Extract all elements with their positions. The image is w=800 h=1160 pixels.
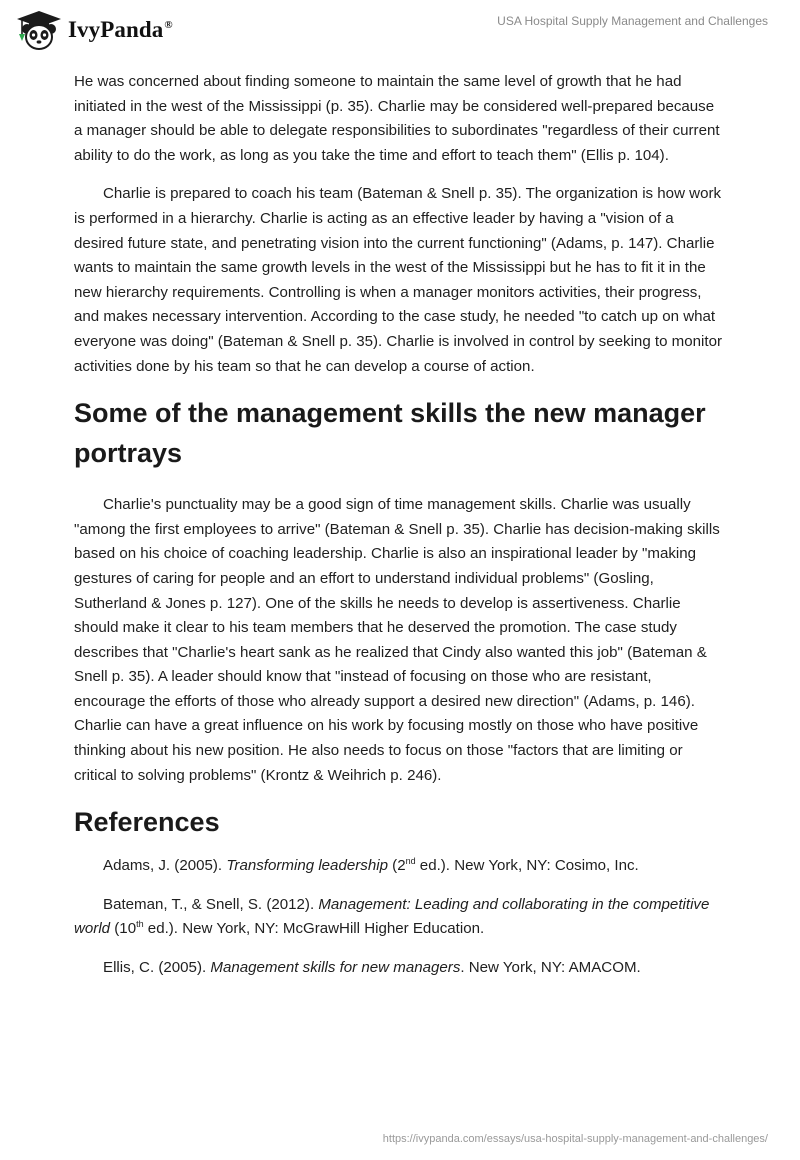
reference-item: Adams, J. (2005). Transforming leadership (2nd ed.). New York, NY: Cosimo, Inc.: [103, 856, 639, 875]
section-heading-references: References: [74, 807, 220, 838]
reference-item: Bateman, T., & Snell, S. (2012). Management: Leading and collaborating in the competitive world (10th ed.). New York, NY: McGrawHill Higher Education.: [74, 895, 710, 938]
source-url-link[interactable]: https://ivypanda.com/essays/usa-hospital-supply-management-and-challenges/: [382, 1133, 768, 1145]
paragraph: Charlie's punctuality may be a good sign of time management skills. Charlie was usually "among the first employees to arrive" (Bateman & Snell p. 35). Charlie has decision-making skills based on his choice of coaching leadership. Charlie is also an inspirational leader by "making gestures of caring for people and an effort to understand individual problems" (Gosling, Sutherland & Jones p. 127). One of the skills he needs to develop is assertiveness. Charlie should make it clear to his team members that he deserved the promotion. The case study describes that "Charlie's heart sank as he realized that Cindy also wanted this job" (Bateman & Snell p. 35). A leader should know that "instead of focusing on those who are resistant, encourage the efforts of those who already support a desired new direction" (Adams, p. 146). Charlie can have a great influence on his work by focusing mostly on those who have positive thinking about his new position. He also needs to focus on those "factors that are limiting or critical to solving problems" (Krontz & Weihrich p. 246).: [74, 496, 720, 784]
registered-mark: ®: [164, 19, 173, 32]
essay-content: [74, 70, 726, 995]
brand-logo[interactable]: [14, 8, 173, 52]
panda-graduation-icon: [14, 8, 64, 52]
reference-item: Ellis, C. (2005). Management skills for new managers. New York, NY: AMACOM.: [103, 959, 641, 977]
paragraph: He was concerned about finding someone to maintain the same level of growth that he had initiated in the west of the Mississippi (p. 35). Charlie may be considered well-prepared because a manager should be able to delegate responsibilities to subordinates "regardless of their current ability to do the work, as long as you take the time and effort to teach them" (Ellis p. 104).: [74, 73, 720, 164]
paragraph: Charlie is prepared to coach his team (Bateman & Snell p. 35). The organization is how work is performed in a hierarchy. Charlie is acting as an effective leader by having a "vision of a desired future state, and penetrating vision into the current functioning" (Adams, p. 147). Charlie wants to maintain the same growth levels in the west of the Mississippi but he has to fit it in the new hierarchy requirements. Controlling is when a manager monitors activities, their progress, and makes necessary intervention. According to the case study, he needed "to catch up on what everyone was doing" (Bateman & Snell p. 35). Charlie is involved in control by seeking to monitor activities done by his team so that he can develop a course of action.: [74, 185, 723, 375]
section-heading-skills: Some of the management skills the new manager portrays: [74, 398, 706, 469]
brand-name: IvyPanda®: [68, 17, 173, 42]
document-title: USA Hospital Supply Management and Challenges: [497, 14, 768, 28]
